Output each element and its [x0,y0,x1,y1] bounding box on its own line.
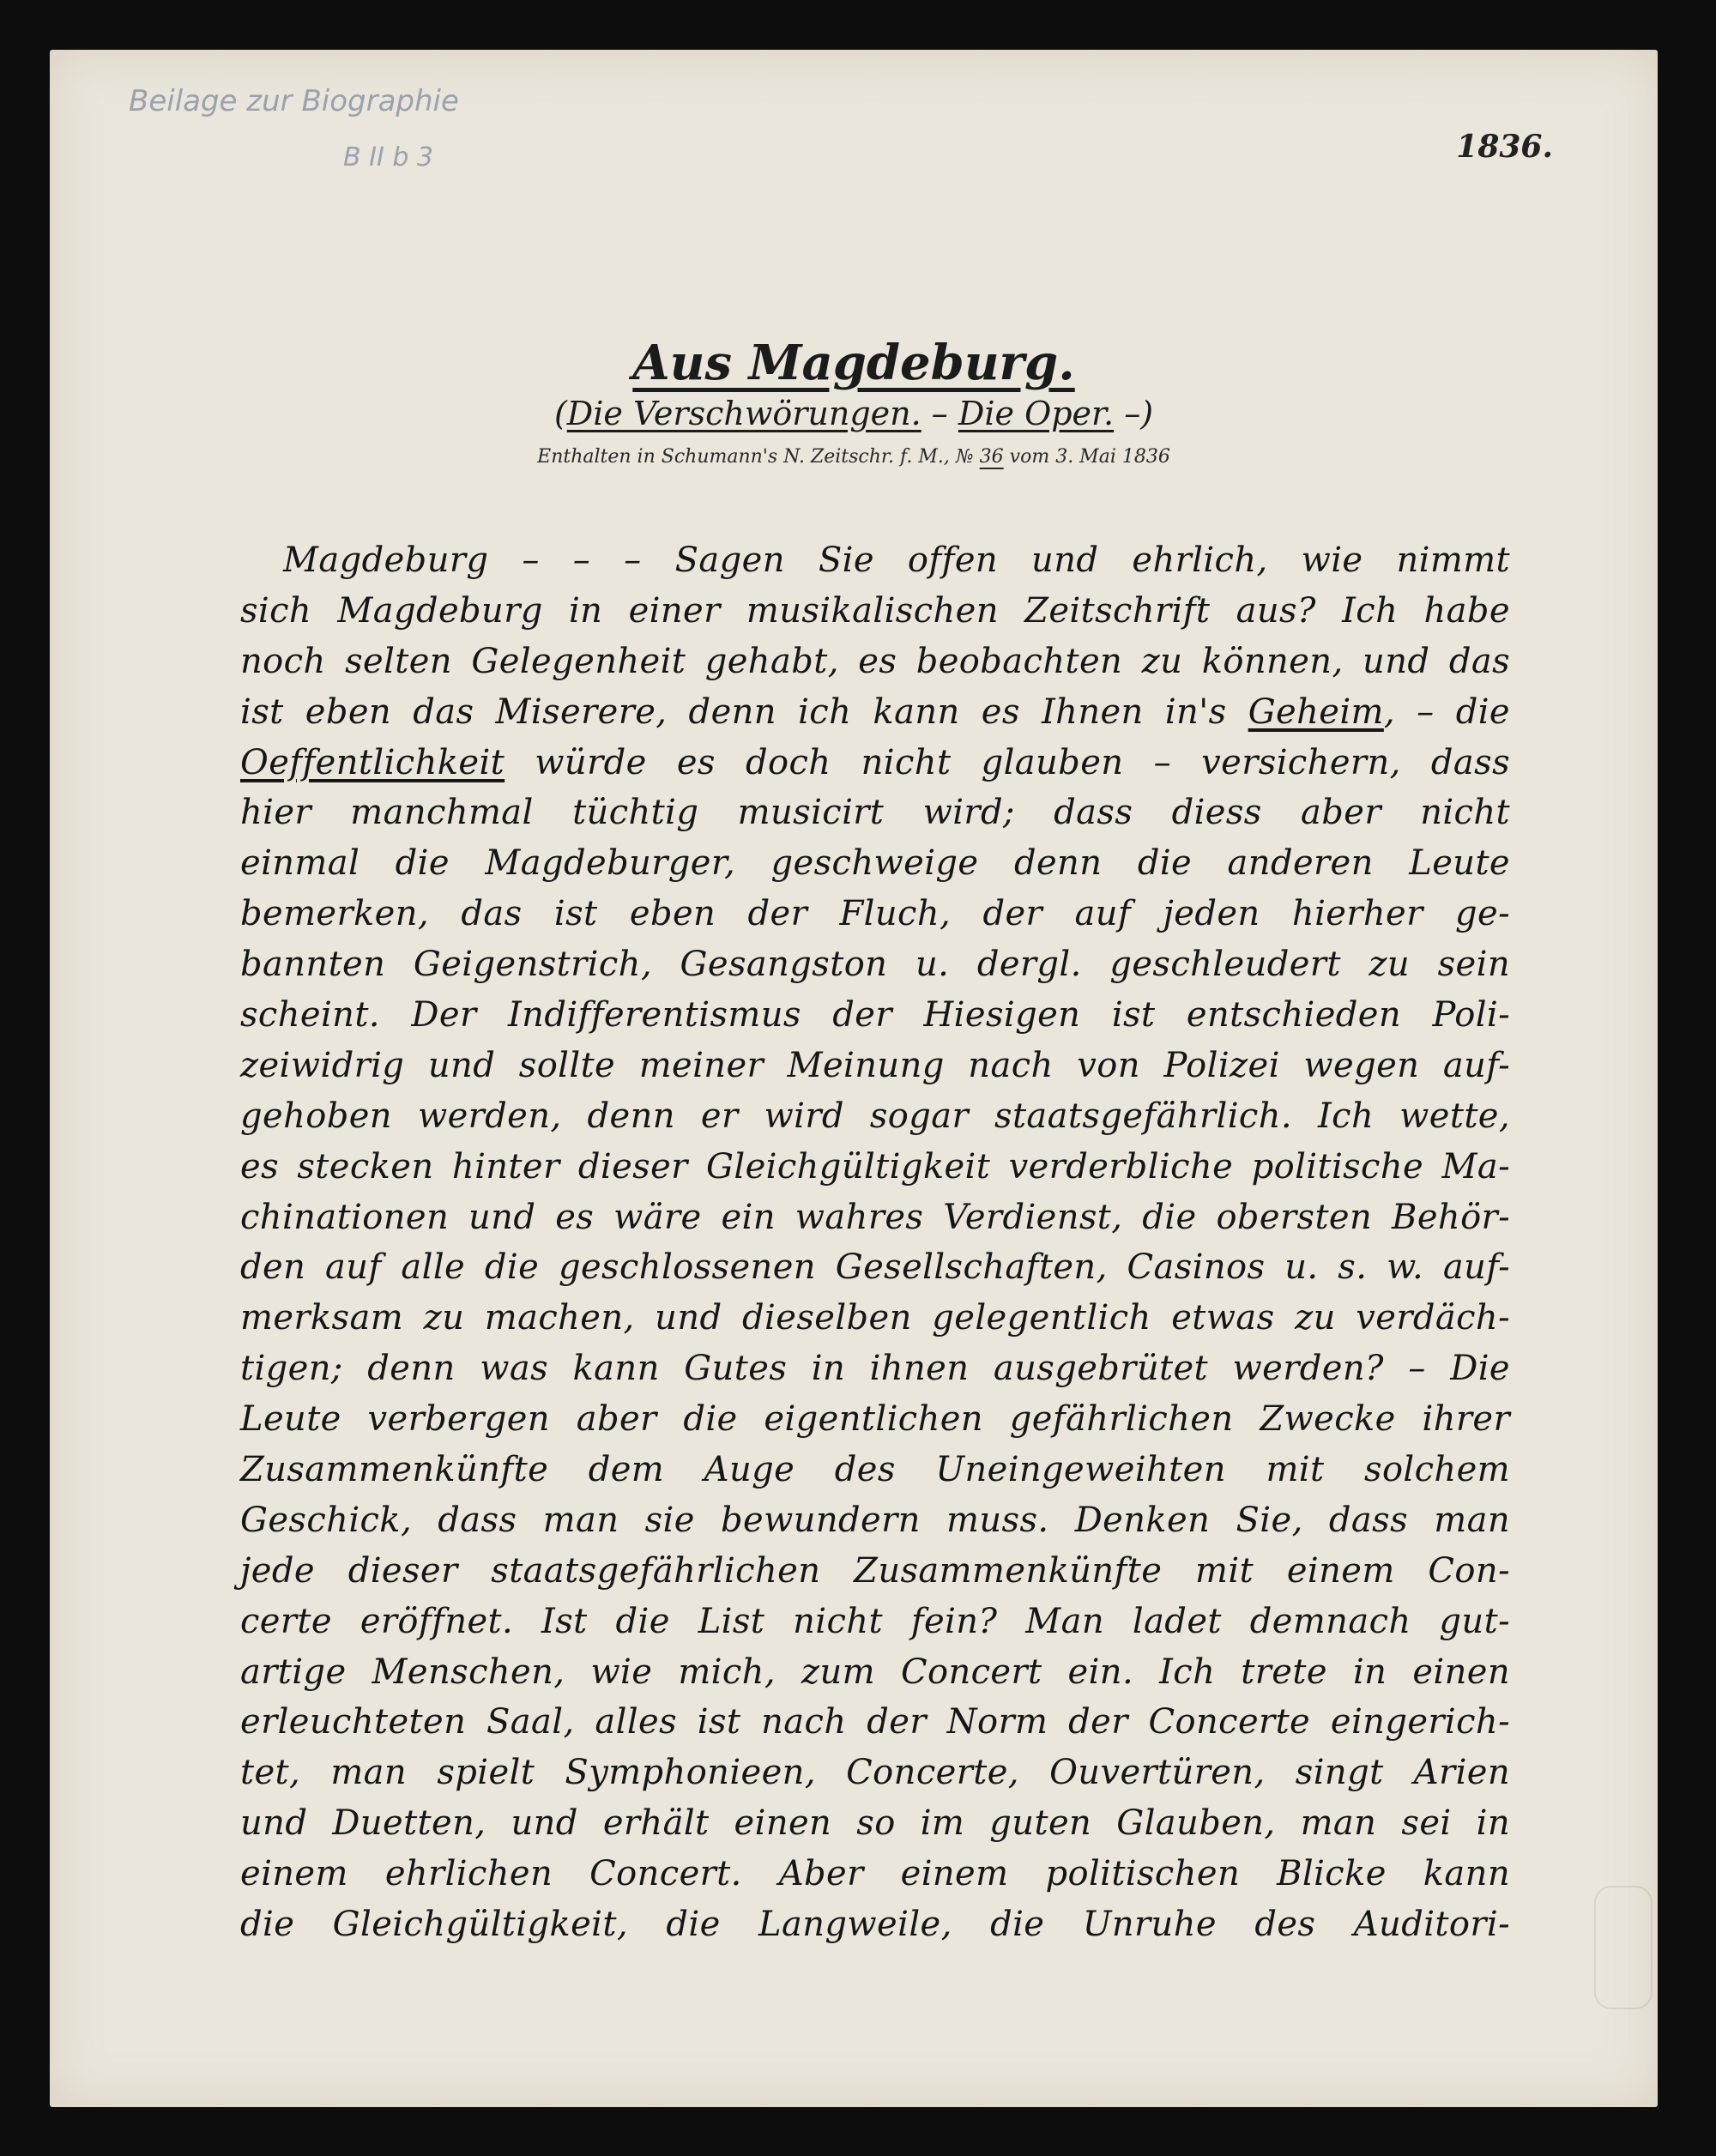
letter-body [240,535,1510,1950]
text-line: merksam zu machen, und dieselben gelegentlich etwas zu verdäch- [240,1298,1510,1338]
underlined-word-geheim: Geheim [1248,691,1384,732]
subtitle-close-paren: –) [1114,395,1154,432]
text-span: ist eben das Miserere, denn ich kann es Ihnen in's [240,691,1248,732]
source-number: 36 [979,446,1004,468]
subtitle-part-conspiracies: Die Verschwörungen. [566,395,921,432]
text-line: chinationen und es wäre ein wahres Verdienst, die obersten Behör- [240,1197,1510,1237]
text-line: noch selten Gelegenheit gehabt, es beobachten zu können, und das [240,641,1510,681]
underlined-word-oeffentlichkeit: Oeffentlichkeit [240,742,505,782]
text-line: sich Magdeburg in einer musikalischen Zeitschrift aus? Ich habe [240,590,1510,631]
text-line [240,738,1510,788]
text-line: Leute verbergen aber die eigentlichen gefährlichen Zwecke ihrer [240,1399,1510,1440]
subtitle-part-opera: Die Oper. [958,395,1115,432]
text-line: certe eröffnet. Ist die List nicht fein? Man ladet demnach gut- [240,1601,1510,1641]
text-line [240,687,1510,738]
source-after: vom 3. Mai 1836 [1003,446,1170,468]
subtitle-separator: – [921,395,958,432]
text-line: hier manchmal tüchtig musicirt wird; dass diess aber nicht [240,793,1510,833]
blind-stamp [1594,1886,1653,2009]
text-line: jede dieser staatsgefährlichen Zusammenkünfte mit einem Con- [240,1550,1510,1591]
text-line: es stecken hinter dieser Gleichgültigkeit verderbliche politische Ma- [240,1146,1510,1187]
page-title: Aus Magdeburg. [632,335,1075,391]
text-line: artige Menschen, wie mich, zum Concert ein. Ich trete in einen [240,1652,1510,1692]
source-before: Enthalten in Schumann's N. Zeitschr. f. M., № [537,446,980,468]
text-line: gehoben werden, denn er wird sogar staatsgefährlich. Ich wette, [240,1096,1510,1136]
text-line: Geschick, dass man sie bewundern muss. Denken Sie, dass man [240,1500,1510,1540]
text-line: Magdeburg – – – Sagen Sie offen und ehrlich, wie nimmt [283,541,1510,580]
text-line: den auf alle die geschlossenen Gesellschaften, Casinos u. s. w. auf- [240,1247,1510,1288]
text-line: bannten Geigenstrich, Gesangston u. dergl. geschleudert zu sein [240,945,1510,985]
source-citation [50,446,1658,468]
text-line: erleuchteten Saal, alles ist nach der Norm der Concerte eingerich- [240,1702,1510,1742]
text-line: tet, man spielt Symphonieen, Concerte, Ouvertüren, singt Arien [240,1753,1510,1793]
text-span: würde es doch nicht glauben – versichern, dass [505,742,1510,782]
text-line: einem ehrlichen Concert. Aber einem politischen Blicke kann [240,1854,1510,1894]
text-line: bemerken, das ist eben der Fluch, der auf jeden hierher ge- [240,894,1510,934]
manuscript-page [50,50,1658,2107]
text-line: Zusammenkünfte dem Auge des Uneingeweihten mit solchem [240,1450,1510,1490]
pencil-shelfmark: B II b 3 [343,142,434,172]
text-line: zeiwidrig und sollte meiner Meinung nach von Polizei wegen auf- [240,1045,1510,1085]
text-line: tigen; denn was kann Gutes in ihnen ausgebrütet werden? – Die [240,1349,1510,1389]
text-line: und Duetten, und erhält einen so im guten Glauben, man sei in [240,1803,1510,1844]
text-line: einmal die Magdeburger, geschweige denn die anderen Leute [240,843,1510,884]
text-line: die Gleichgültigkeit, die Langweile, die Unruhe des Auditori- [240,1905,1510,1945]
subtitle-open-paren: ( [553,395,567,432]
page-year: 1836. [1456,129,1553,165]
text-line: scheint. Der Indifferentismus der Hiesigen ist entschieden Poli- [240,995,1510,1036]
page-subtitle [50,395,1658,432]
text-span: , – die [1383,691,1510,732]
pencil-archive-note: Beilage zur Biographie [129,84,459,118]
